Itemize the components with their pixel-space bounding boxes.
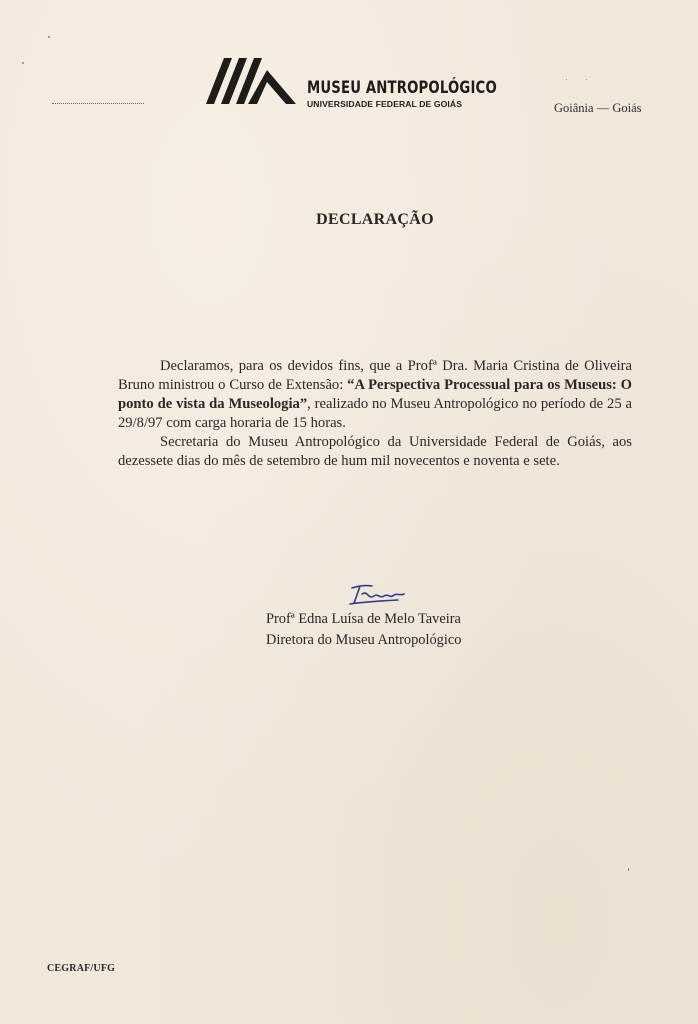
declaration-body xyxy=(118,357,632,471)
declaration-paragraph xyxy=(118,357,632,433)
university-name: UNIVERSIDADE FEDERAL DE GOIÁS xyxy=(307,99,463,109)
closing-paragraph: Secretaria do Museu Antropológico da Universidade Federal de Goiás, aos dezessete dias do mês de setembro de hum mil novecentos e noventa e sete. xyxy=(118,434,632,469)
paper-speck xyxy=(48,36,50,38)
institution-name: MUSEU ANTROPOLÓGICO xyxy=(307,78,497,98)
dotted-line xyxy=(52,103,144,104)
signer-role: Diretora do Museu Antropológico xyxy=(266,632,462,648)
paper-speck xyxy=(22,62,24,64)
location-text: Goiânia — Goiás xyxy=(554,101,642,115)
declaration-text-end: , realizado no Museu Antropológico no período de 25 a 29/8/97 com carga horaria de 15 horas. xyxy=(118,396,632,431)
document-title: DECLARAÇÃO xyxy=(316,211,434,228)
handwritten-signature-icon xyxy=(348,582,408,608)
paper-speck xyxy=(628,868,629,871)
museum-logo-icon xyxy=(206,56,298,106)
paper-speck xyxy=(566,79,567,80)
course-title: “A Perspectiva Processual para os Museus: O ponto de vista da Museologia” xyxy=(118,377,632,412)
signer-name: Profª Edna Luísa de Melo Taveira xyxy=(266,611,461,627)
printer-mark: CEGRAF/UFG xyxy=(47,963,116,974)
paper-speck xyxy=(586,79,587,80)
declaration-text-start: Declaramos, para os devidos fins, que a Profª Dra. Maria Cristina de Oliveira Bruno ministrou o Curso de Extensão: xyxy=(118,358,632,393)
